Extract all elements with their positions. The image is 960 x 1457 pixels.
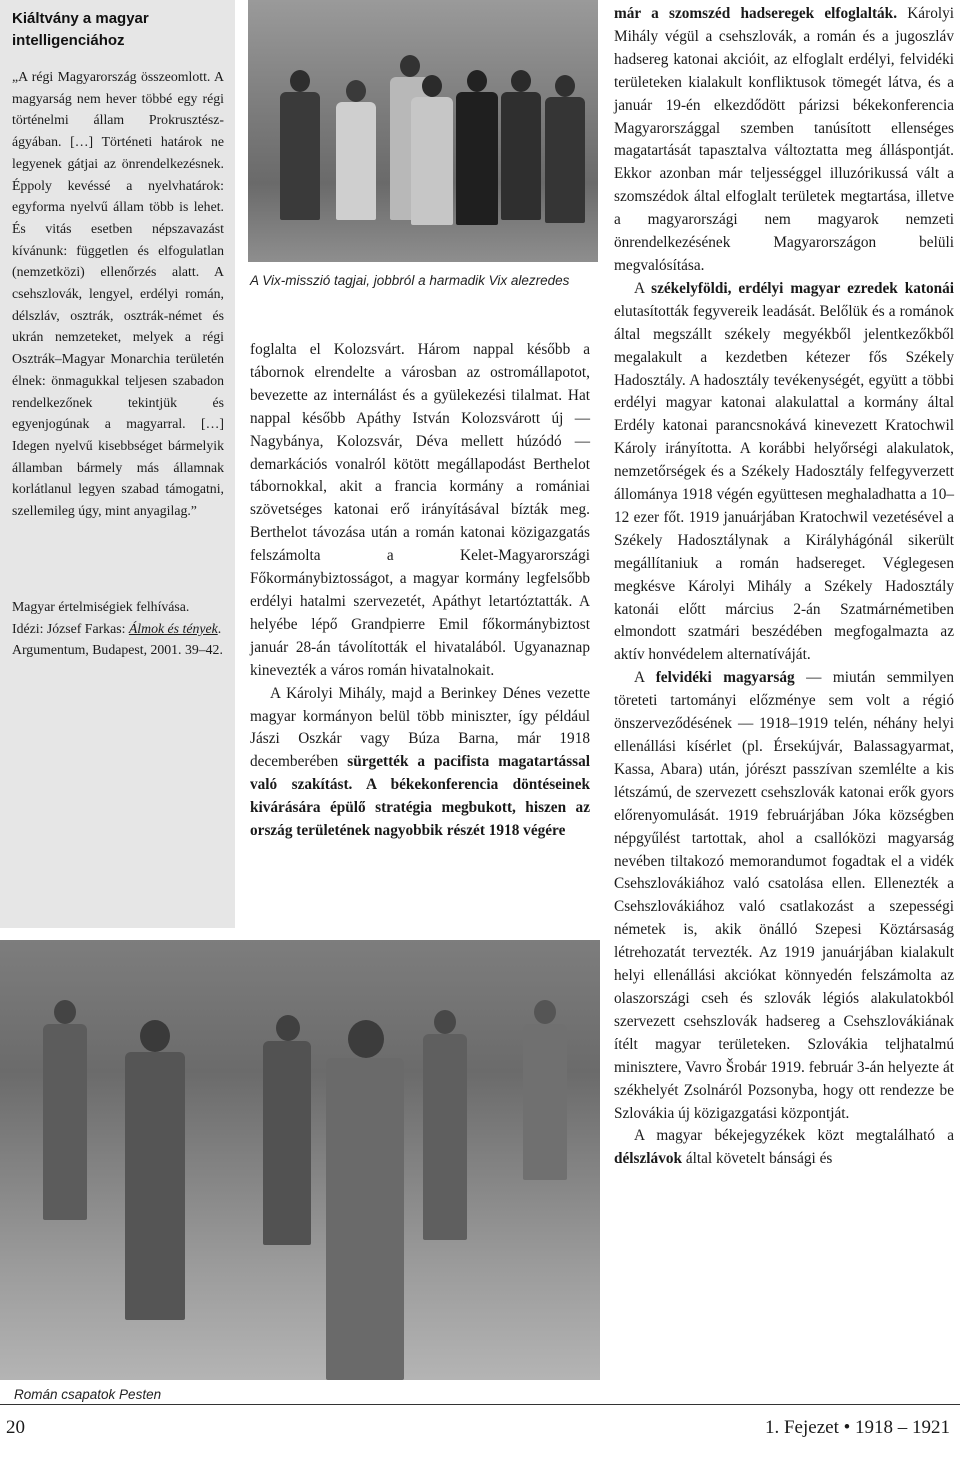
text-run: A (634, 669, 656, 687)
middle-text-column (250, 339, 590, 843)
photo-figure (420, 1010, 470, 1240)
text-run: A Károlyi Mihály, majd a Berinkey Dénes vezette magyar kormányon belül több miniszter, így például Jászi Oszkár vagy Búza Barna, már 1918 decemberében (250, 684, 590, 771)
text-run: Károlyi Mihály végül a csehszlovák, a román és a jugoszláv hadsereg katonai akcióit, az elfoglalt erdélyi, felvidéki területeken kialakult konfliktusok tömegét látva, és a január 19-én elkezdődött párizsi békekonferencia Magyarországgal szemben tanúsított ellenséges magatartását tapasztalva változtatta meg álláspontját. Ekkor azonban már teljességgel illuzórikussá vált a szomszédok által elfoglalt területek megtartása, illetve a magyarországi nem magyarok nemzeti önrendelkezésének Magyarországon belüli megvalósítása. (614, 5, 954, 274)
bold-text-run: székelyföldi, erdélyi magyar ezredek katonái (651, 279, 955, 297)
photo-figure (520, 1000, 570, 1180)
sidebar-quote: „A régi Magyarország összeomlott. A magyarság nem hever többé egy régi történelmi állam Prokrusztész-ágyában. […] Történeti határok ne legyenek gátjai az önrendelkezésnek. Éppoly kevéssé a nyelvhatárok: egyforma nyelvű állam több is lehet. És vitás esetben népszavazást kívánunk: független és elfogulatlan (nemzetközi) ellenőrzés alatt. A csehszlovák, lengyel, erdélyi román, délszláv, osztrák, osztrák-német és ukrán nemzeteket, melyek a régi Osztrák–Magyar Monarchia területén élnek: önmagukkal teljesen szabadon rendelkezőnek tekintjük és egyenjogúnak a magyarral. […] Idegen nyelvű kisebbséget bármelyik államban bármely más államnak korlátlanul legyen szabad támogatni, szellemileg úgy, mint anyagilag.” (12, 69, 224, 519)
paragraph (250, 683, 590, 843)
pest-photo-caption: Román csapatok Pesten (14, 1387, 162, 1402)
bold-text-run: délszlávok (614, 1150, 682, 1168)
photo-figure (278, 70, 322, 220)
bold-text-run: felvidéki magyarság (655, 669, 795, 687)
chapter-heading: 1. Fejezet • 1918 – 1921 (764, 1417, 950, 1438)
text-run: elutasították fegyvereik leadását. Belőlük és a románok által megszállt székely megyékből jelentkezőkből megalakult a kezdetben kétezer fős Székely Hadosztály. A hadosztály tevékenységét, együtt a többi erdélyi magyar katonai alakulattal a kormány által Erdély katonai parancsnokává kinevezett Kratochwil Károly irányította. A korábbi helyőrségi alakulatok, nemzetőrségek és a Székely Hadosztály felfegyverzett állománya 1918 végén együttesen meghaladhatta a 10–12 ezer főt. 1919 januárjában Kratochwil vezetésével a Székely Hadosztálynak a Királyhágónál sikerült megállítaniuk a román hadsereget. Véglegesen megkésve Károlyi Mihály a Székely Hadosztály katonái előtt március 2-án Szatmárnémetiben elmondott szatmári beszédében megfogalmazta az aktív honvédelem alternatíváját. (614, 302, 954, 664)
page-number: 20 (6, 1417, 25, 1438)
photo-figure (260, 1015, 315, 1245)
photo-figure (333, 80, 379, 220)
photo-figure (408, 75, 456, 225)
photo-figure (453, 70, 501, 225)
photo-figure (543, 75, 587, 223)
sidebar-source (12, 596, 224, 661)
paragraph (614, 1125, 954, 1171)
source-line-2 (12, 618, 224, 661)
source-suffix: . Argumentum, Budapest, 2001. 39–42. (12, 620, 223, 658)
photo-figure (40, 1000, 90, 1220)
sidebar-title: Kiáltvány a magyar intelligenciához (12, 10, 149, 49)
paragraph: foglalta el Kolozsvárt. Három nappal később a tábornok elrendelte a városban az ostromállapotot, bevezette az internálást és a gyülekezési tilalmat. Hat nappal később Apáthy István Kolozsvárott új — Nagybánya, Kolozsvár, Déva mellett húzódó — demarkációs vonalról kötött megállapodást Berthelot tábornokkal, akit a francia kormány a romániai szövetséges katonai erő irányításával bízták meg. Berthelot távozása után a román katonai közigazgatás felszámolta a Kelet-Magyarországi Főkormánybiztosságot, a magyar kormány legfelsőbb erdélyi hatalmi szervezetét, Apáthyt letartóztatták. A helyébe lépő Grandpierre Emil főkormánybiztost január 28-án távolították el hivatalából. Ugyanaznap kinevezték a város román hivatalnokait. (250, 341, 590, 679)
text-run: A magyar békejegyzékek közt megtalálható a (634, 1127, 954, 1145)
source-line-1: Magyar értelmiségiek felhívása. (12, 599, 190, 614)
source-title: Álmok és tények (128, 620, 218, 636)
bold-text-run: már a szomszéd hadseregek elfoglalták. (614, 5, 898, 22)
bold-text-run: sürgették a pacifista magatartással való szakítást. A békekonferencia döntéseinek kivárására épülő stratégia megbukott, hiszen az ország területének nagyobbik részét 1918 végére (250, 753, 591, 840)
text-run: — miután semmilyen töreteti tartományi előzménye sem volt a régió önszerveződésének — 1918–1919 telén, néhány helyi ellenállási kísérlet (pl. Érsekújvár, Balassagyarmat, Kassa, Abara) után, jórészt passzívan szemlélte a kis létszámú, de szervezett csehszlovák katonai erők gyors előrenyomulását. 1919 februárjában Jóka községben népgyűlést tartottak, ahol a csallóközi magyarság nevében tiltakozó memorandumot fogadtak el a vidék Csehszlovákiához való csatolása ellen. Ellenezték a Csehszlovákiához való csatlakozást a szepességi németek is, akik önálló Szepesi Köztársaság létrehozatát tervezték. Az 1919 januárjában kialakult helyi ellenállási akciókat könnyedén felszámolta az olaszországi cseh és szlovák légiós alakulatokból szervezett csehszlovák hadsereg a Csehszlovákiának ítélt magyar területeken. Szlovákia teljhatalmú minisztere, Vavro Šrobár 1919. február 3-án helyezte át székhelyét Zsolnáról Pozsonyba, hogy ott rendezze be Szlovákia új közigazgatási központját. (614, 669, 954, 1122)
text-run: A (634, 279, 652, 297)
vix-photo-caption: A Vix-misszió tagjai, jobbról a harmadik Vix alezredes (250, 273, 570, 288)
footer-rule (0, 1404, 960, 1405)
photo-figure (498, 70, 544, 220)
paragraph (614, 667, 954, 1125)
source-prefix: Idézi: József Farkas: (12, 620, 129, 636)
photo-figure (120, 1020, 190, 1320)
paragraph (614, 3, 954, 278)
paragraph (614, 278, 954, 667)
photo-figure (320, 1020, 410, 1380)
right-text-column (614, 3, 954, 1171)
vix-mission-photo (248, 0, 598, 262)
pest-troops-photo (0, 940, 600, 1380)
text-run: által követelt bánsági és (682, 1150, 833, 1168)
sidebar-box (0, 0, 235, 928)
